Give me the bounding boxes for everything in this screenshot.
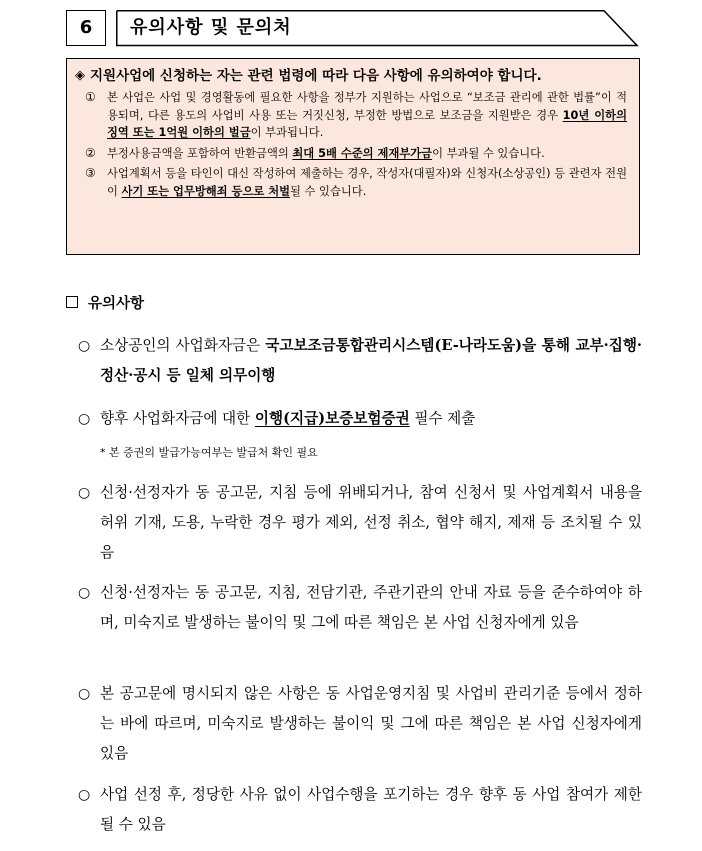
bullet-item-3 — [78, 478, 644, 568]
circle-bullet-icon: ○ — [78, 338, 91, 354]
notice-text-post: 이 부과될 수 있습니다. — [432, 146, 545, 160]
bullet-item-5 — [78, 679, 644, 769]
notice-item-3 — [85, 165, 631, 200]
notice-item-number: ① — [85, 90, 96, 104]
bullet-text-plain: 향후 사업화자금에 대한 — [100, 410, 255, 427]
bullet-text-plain: 소상공인의 사업화자금은 — [100, 337, 266, 354]
sub-note: * 본 증권의 발급가능여부는 발급처 확인 필요 — [100, 446, 318, 459]
bullet-text — [100, 404, 642, 434]
circle-bullet-icon: ○ — [78, 485, 91, 501]
notice-text-bold: 사기 또는 업무방해죄 등으로 처벌 — [121, 184, 291, 198]
notice-item-number: ② — [85, 145, 96, 160]
bullet-item-1 — [78, 331, 644, 391]
square-bullet-icon — [66, 296, 78, 308]
notice-text-post: 이 부과됩니다. — [250, 126, 324, 139]
bullet-item-6 — [78, 780, 644, 840]
diamond-icon: ◈ — [75, 68, 85, 83]
notice-text-pre: 사업계획서 등을 타인이 대신 작성하여 제출하는 경우, 작성자(대필자)와 신청자(소상공인) 등 관련자 전원이 — [107, 167, 627, 198]
bullet-item-4 — [78, 578, 644, 638]
bullet-text: 신청·선정자가 동 공고문, 지침 등에 위배되거나, 참여 신청서 및 사업계획서 내용을 허위 기재, 도용, 누락한 경우 평가 제외, 선정 취소, 협약 해지, 제재 등 조치될 수 있음 — [100, 484, 642, 561]
notice-text-pre: 본 사업은 사업 및 경영활동에 필요한 사항을 정부가 지원하는 사업으로 “보조금 관리에 관한 법률”이 적용되며, 다른 용도의 사업비 사용 또는 거짓신청, 부정한 방법으로 보조금을 지원받은 경우 — [107, 91, 627, 122]
circle-bullet-icon: ○ — [78, 686, 91, 702]
bullet-text-underlined: 이행(지급)보증보험증권 — [254, 410, 410, 427]
notice-item-text — [107, 89, 627, 142]
notice-text-bold: 최대 5배 수준의 제재부가금 — [292, 146, 433, 160]
notice-item-number: ③ — [85, 166, 96, 180]
circle-bullet-icon: ○ — [78, 411, 91, 427]
bullet-text: 본 공고문에 명시되지 않은 사항은 동 사업운영지침 및 사업비 관리기준 등에서 정하는 바에 따르며, 미숙지로 발생하는 불이익 및 그에 따른 책임은 본 사업 신청자에게 있음 — [100, 685, 642, 762]
section-title: 유의사항 및 문의처 — [130, 17, 292, 38]
notice-heading-text: 지원사업에 신청하는 자는 관련 법령에 따라 다음 사항에 유의하여야 합니다. — [90, 68, 542, 84]
notice-item-text — [107, 165, 627, 200]
notice-item-1 — [85, 89, 631, 142]
notice-text-pre: 부정사용금액을 포함하여 반환금액의 — [107, 146, 293, 160]
circle-bullet-icon: ○ — [78, 585, 91, 601]
bullet-text: 신청·선정자는 동 공고문, 지침, 전담기관, 주관기관의 안내 자료 등을 준수하여야 하며, 미숙지로 발생하는 불이익 및 그에 따른 책임은 본 사업 신청자에게 있음 — [100, 584, 642, 631]
bullet-text-plain: 필수 제출 — [409, 410, 476, 427]
bullet-text: 사업 선정 후, 정당한 사유 없이 사업수행을 포기하는 경우 향후 동 사업 참여가 제한될 수 있음 — [100, 786, 642, 833]
notice-heading — [75, 66, 631, 86]
notice-text-bold: 10년 이하의 징역 또는 1억원 이하의 벌금 — [107, 108, 628, 139]
bullet-text — [100, 331, 642, 391]
notice-item-text — [107, 145, 627, 163]
bullet-item-2 — [78, 404, 644, 434]
notice-item-2 — [85, 145, 631, 163]
section-heading — [66, 292, 144, 312]
notice-text-post: 될 수 있습니다. — [290, 184, 367, 198]
section-number: 6 — [66, 10, 106, 46]
bullet-text-bold: 국고보조금통합관리시스템(E-나라도움)을 통해 교부·집행·정산·공시 등 일체 의무이행 — [100, 337, 642, 384]
notice-box — [66, 58, 640, 255]
circle-bullet-icon: ○ — [78, 787, 91, 803]
section-heading-text: 유의사항 — [88, 295, 145, 312]
